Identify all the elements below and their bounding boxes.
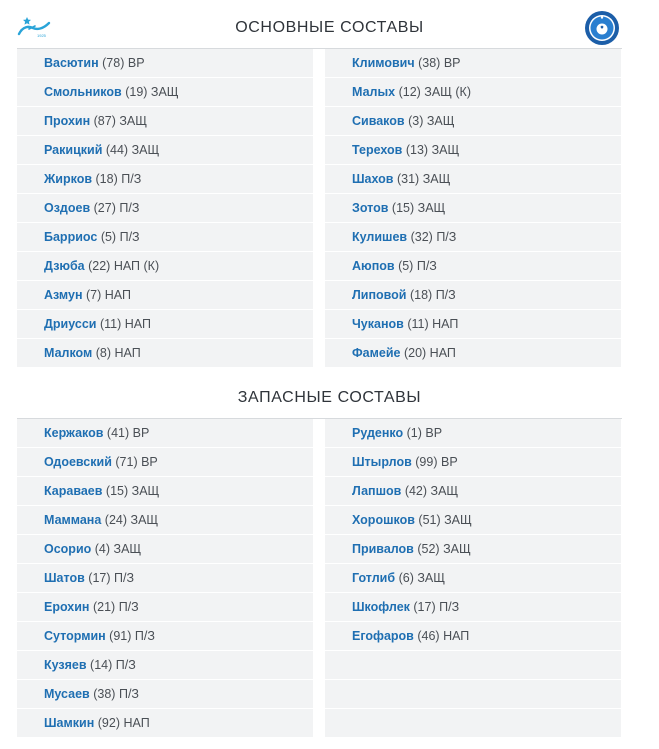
- player-row: [17, 223, 313, 252]
- subs-away-list: [325, 419, 621, 738]
- player-name[interactable]: Малых: [352, 85, 396, 99]
- player-name[interactable]: Одоевский: [44, 455, 112, 469]
- player-row: [17, 448, 313, 477]
- player-number: (51): [418, 513, 441, 527]
- player-position: ЗАЩ: [417, 201, 446, 215]
- player-name[interactable]: Лапшов: [352, 484, 402, 498]
- player-position: П/З: [436, 230, 457, 244]
- player-name[interactable]: Кержаков: [44, 426, 104, 440]
- player-row: [325, 593, 621, 622]
- subs-home-list: [17, 419, 313, 738]
- player-position: П/З: [118, 600, 139, 614]
- player-position: ВР: [127, 56, 145, 70]
- player-number: (91): [109, 629, 132, 643]
- player-row: [17, 49, 313, 78]
- player-row: [17, 281, 313, 310]
- player-position: НАП: [432, 317, 459, 331]
- player-row: [17, 564, 313, 593]
- player-number: (11): [407, 317, 429, 331]
- player-position: П/З: [439, 600, 460, 614]
- player-number: (38): [418, 56, 441, 70]
- player-position: НАП: [123, 716, 150, 730]
- player-name[interactable]: Липовой: [352, 288, 407, 302]
- player-number: (27): [93, 201, 116, 215]
- player-number: (99): [415, 455, 438, 469]
- player-position: П/З: [416, 259, 437, 273]
- player-position: П/З: [435, 288, 456, 302]
- player-name[interactable]: Чуканов: [352, 317, 404, 331]
- player-row: [17, 651, 313, 680]
- player-number: (18): [95, 172, 118, 186]
- player-name[interactable]: Руденко: [352, 426, 404, 440]
- player-row: [325, 194, 621, 223]
- player-name[interactable]: Аюпов: [352, 259, 395, 273]
- player-position: ЗАЩ: [444, 513, 472, 527]
- svg-text:1925: 1925: [37, 33, 46, 38]
- player-number: (8): [95, 346, 112, 360]
- player-position: ЗАЩ: [431, 143, 460, 157]
- player-row: [325, 622, 621, 651]
- player-position: ЗАЩ: [150, 85, 179, 99]
- player-row: [325, 252, 621, 281]
- player-number: (1): [406, 426, 422, 440]
- player-number: (31): [396, 172, 420, 186]
- player-number: (13): [405, 143, 429, 157]
- player-number: (20): [403, 346, 427, 360]
- player-position: П/З: [114, 571, 135, 585]
- player-name[interactable]: Ерохин: [44, 600, 90, 614]
- player-position: НАП: [124, 317, 151, 331]
- player-name[interactable]: Фамейе: [352, 346, 401, 360]
- player-row: [17, 709, 313, 738]
- player-position: ЗАЩ: [426, 114, 455, 128]
- player-number: (15): [105, 484, 129, 498]
- player-position: ЗАЩ: [430, 484, 459, 498]
- player-position: ЗАЩ: [422, 172, 451, 186]
- player-name[interactable]: Готлиб: [352, 571, 396, 585]
- player-row: [325, 564, 621, 593]
- player-name[interactable]: Кулишев: [352, 230, 408, 244]
- player-row: [17, 310, 313, 339]
- empty-row: [325, 680, 621, 709]
- player-number: (17): [88, 571, 111, 585]
- player-name[interactable]: Зотов: [352, 201, 389, 215]
- player-name[interactable]: Смольников: [44, 85, 122, 99]
- player-number: (44): [105, 143, 129, 157]
- player-position: НАП (К): [113, 259, 160, 273]
- player-number: (22): [88, 259, 111, 273]
- player-position: ЗАЩ: [113, 542, 142, 556]
- player-row: [17, 194, 313, 223]
- player-position: НАП: [114, 346, 141, 360]
- player-row: [17, 680, 313, 709]
- player-row: [17, 506, 313, 535]
- player-name[interactable]: Дриусси: [44, 317, 97, 331]
- player-row: [17, 78, 313, 107]
- player-name[interactable]: Шатов: [44, 571, 85, 585]
- player-name[interactable]: Барриос: [44, 230, 98, 244]
- player-number: (71): [115, 455, 138, 469]
- player-row: [17, 252, 313, 281]
- player-name[interactable]: Васютин: [44, 56, 99, 70]
- player-row: [325, 506, 621, 535]
- player-number: (7): [86, 288, 102, 302]
- player-row: [17, 339, 313, 368]
- player-position: П/З: [118, 687, 139, 701]
- player-name[interactable]: Оздоев: [44, 201, 91, 215]
- player-number: (19): [125, 85, 148, 99]
- player-row: [17, 477, 313, 506]
- player-name[interactable]: Терехов: [352, 143, 403, 157]
- player-position: ЗАЩ: [130, 513, 159, 527]
- player-name[interactable]: Ракицкий: [44, 143, 103, 157]
- player-name[interactable]: Мусаев: [44, 687, 90, 701]
- player-position: ВР: [132, 426, 150, 440]
- player-row: [325, 49, 621, 78]
- player-row: [17, 535, 313, 564]
- player-row: [325, 136, 621, 165]
- player-row: [325, 339, 621, 368]
- player-position: НАП: [443, 629, 470, 643]
- player-name[interactable]: Кузяев: [44, 658, 87, 672]
- player-number: (32): [410, 230, 433, 244]
- player-name[interactable]: Шамкин: [44, 716, 95, 730]
- player-row: [17, 593, 313, 622]
- player-name[interactable]: Сутормин: [44, 629, 106, 643]
- player-number: (15): [391, 201, 415, 215]
- player-number: (3): [408, 114, 424, 128]
- empty-row: [325, 651, 621, 680]
- player-position: ЗАЩ: [417, 571, 445, 585]
- player-name[interactable]: Хорошков: [352, 513, 415, 527]
- player-number: (42): [404, 484, 428, 498]
- player-row: [325, 165, 621, 194]
- starting-home-list: [17, 49, 313, 368]
- player-number: (24): [104, 513, 128, 527]
- player-position: ВР: [141, 455, 158, 469]
- starting-lineups-title: ОСНОВНЫЕ СОСТАВЫ: [235, 19, 424, 36]
- player-position: ЗАЩ: [131, 143, 160, 157]
- player-name[interactable]: Шкофлек: [352, 600, 410, 614]
- player-position: ЗАЩ: [131, 484, 160, 498]
- player-row: [325, 535, 621, 564]
- player-name[interactable]: Маммана: [44, 513, 102, 527]
- player-name[interactable]: Привалов: [352, 542, 414, 556]
- player-position: ЗАЩ: [119, 114, 147, 128]
- player-name[interactable]: Егофаров: [352, 629, 414, 643]
- player-name[interactable]: Осорио: [44, 542, 92, 556]
- player-row: [17, 165, 313, 194]
- player-position: П/З: [134, 629, 155, 643]
- player-number: (21): [92, 600, 116, 614]
- player-row: [17, 622, 313, 651]
- player-row: [17, 136, 313, 165]
- player-number: (78): [102, 56, 125, 70]
- player-position: П/З: [115, 658, 136, 672]
- player-position: НАП: [104, 288, 131, 302]
- player-position: П/З: [119, 230, 140, 244]
- player-name[interactable]: Прохин: [44, 114, 91, 128]
- player-name[interactable]: Шахов: [352, 172, 394, 186]
- player-name[interactable]: Климович: [352, 56, 415, 70]
- player-row: [325, 419, 621, 448]
- player-row: [325, 78, 621, 107]
- player-number: (41): [106, 426, 130, 440]
- player-number: (5): [100, 230, 117, 244]
- player-position: ЗАЩ: [443, 542, 471, 556]
- player-number: (5): [398, 259, 414, 273]
- player-number: (92): [97, 716, 120, 730]
- player-position: ВР: [440, 455, 458, 469]
- player-position: ВР: [425, 426, 443, 440]
- player-number: (46): [417, 629, 440, 643]
- player-number: (14): [90, 658, 113, 672]
- player-number: (87): [93, 114, 116, 128]
- player-position: ВР: [443, 56, 461, 70]
- player-number: (17): [413, 600, 436, 614]
- player-name[interactable]: Сиваков: [352, 114, 405, 128]
- starting-away-list: [325, 49, 621, 368]
- player-name[interactable]: Азмун: [44, 288, 83, 302]
- player-row: [17, 419, 313, 448]
- player-position: П/З: [119, 201, 140, 215]
- player-name[interactable]: Жирков: [44, 172, 93, 186]
- player-position: ЗАЩ (К): [424, 85, 471, 99]
- player-number: (12): [398, 85, 421, 99]
- player-name[interactable]: Караваев: [44, 484, 103, 498]
- player-number: (4): [94, 542, 111, 556]
- player-row: [325, 477, 621, 506]
- player-name[interactable]: Малком: [44, 346, 93, 360]
- player-row: [325, 448, 621, 477]
- player-position: НАП: [429, 346, 456, 360]
- player-row: [325, 107, 621, 136]
- player-row: [17, 107, 313, 136]
- substitutes-title: ЗАПАСНЫЕ СОСТАВЫ: [237, 389, 422, 406]
- player-number: (38): [93, 687, 116, 701]
- player-number: (18): [409, 288, 433, 302]
- player-name[interactable]: Штырлов: [352, 455, 412, 469]
- player-position: П/З: [121, 172, 142, 186]
- player-row: [325, 223, 621, 252]
- player-row: [325, 281, 621, 310]
- empty-row: [325, 709, 621, 738]
- player-name[interactable]: Дзюба: [44, 259, 85, 273]
- player-number: (52): [417, 542, 440, 556]
- player-number: (11): [99, 317, 122, 331]
- player-row: [325, 310, 621, 339]
- player-number: (6): [398, 571, 414, 585]
